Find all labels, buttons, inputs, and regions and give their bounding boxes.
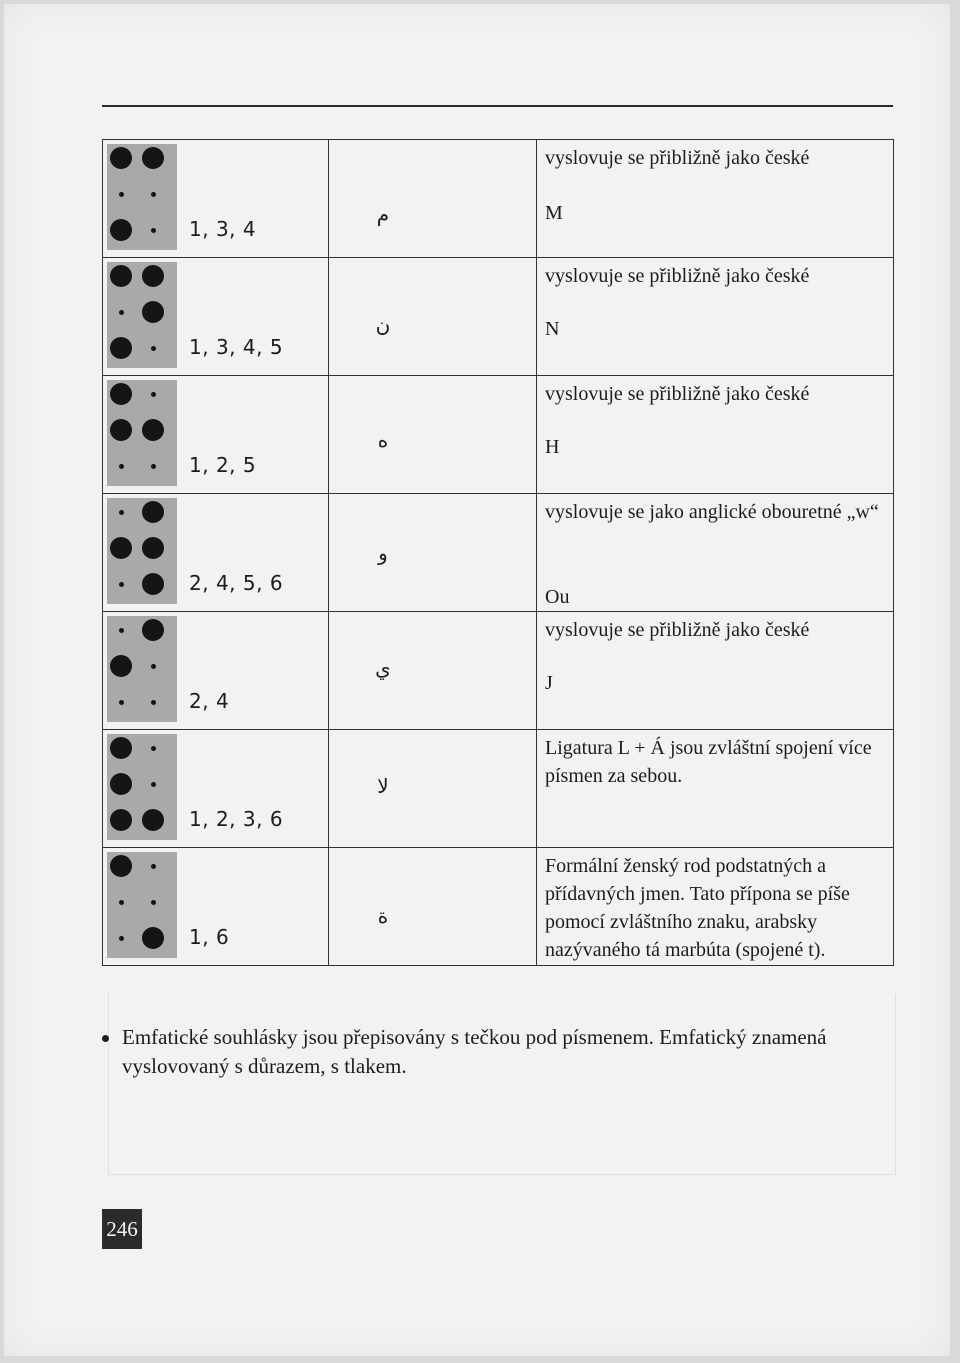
- braille-dot-flat-icon: [119, 310, 124, 315]
- dot-numbers: 1, 3, 4, 5: [189, 335, 284, 359]
- braille-dot-raised-icon: [142, 419, 164, 441]
- table-row: [103, 848, 894, 966]
- braille-dot-raised-icon: [110, 809, 132, 831]
- braille-dot-flat-icon: [151, 782, 156, 787]
- braille-dot-raised-icon: [142, 573, 164, 595]
- braille-dot-raised-icon: [142, 537, 164, 559]
- braille-dot-flat-icon: [119, 700, 124, 705]
- footnote-text: Emfatické souhlásky jsou přepisovány s tečkou pod písmenem. Emfatický znamená vyslovovaný s důrazem, s tlakem.: [122, 1025, 827, 1078]
- description-text: vyslovuje se přibližně jako české: [545, 147, 810, 169]
- table-row: [103, 730, 894, 848]
- latin-transcription: Ou: [545, 586, 570, 608]
- page-number: 246: [102, 1209, 142, 1249]
- bullet-icon: [102, 1035, 109, 1042]
- braille-dot-raised-icon: [110, 383, 132, 405]
- dot-numbers: 1, 6: [189, 925, 230, 949]
- braille-dot-raised-icon: [110, 655, 132, 677]
- braille-cell: [107, 852, 177, 958]
- latin-transcription: H: [545, 436, 560, 458]
- description-column: [537, 376, 894, 494]
- empty-column: [329, 258, 537, 376]
- arabic-letter: ه: [377, 428, 389, 452]
- description-column: [537, 258, 894, 376]
- braille-dot-raised-icon: [142, 619, 164, 641]
- braille-dot-raised-icon: [142, 147, 164, 169]
- braille-cell: [107, 498, 177, 604]
- table-row: [103, 612, 894, 730]
- table-row: [103, 258, 894, 376]
- empty-column: [329, 612, 537, 730]
- braille-dot-raised-icon: [142, 927, 164, 949]
- braille-dot-raised-icon: [110, 337, 132, 359]
- arabic-letter: لا: [377, 774, 389, 798]
- braille-dot-raised-icon: [110, 773, 132, 795]
- table-row: [103, 494, 894, 612]
- dot-numbers: 2, 4, 5, 6: [189, 571, 284, 595]
- braille-dot-flat-icon: [119, 582, 124, 587]
- braille-dot-flat-icon: [119, 464, 124, 469]
- arabic-letter: ة: [377, 904, 389, 928]
- braille-dot-flat-icon: [151, 392, 156, 397]
- braille-cell: [107, 616, 177, 722]
- arabic-letter: ن: [375, 313, 391, 337]
- description-text: Formální ženský rod podstatných a přídavných jmen. Tato přípona se píše pomocí zvláštního znaku, arabsky nazývaného tá marbúta (spojené t).: [545, 855, 850, 961]
- braille-cell: [107, 734, 177, 840]
- latin-transcription: J: [545, 672, 553, 694]
- braille-dot-flat-icon: [151, 346, 156, 351]
- empty-column: [329, 494, 537, 612]
- braille-dot-flat-icon: [151, 700, 156, 705]
- braille-dot-raised-icon: [142, 809, 164, 831]
- braille-dot-flat-icon: [119, 628, 124, 633]
- braille-dot-raised-icon: [110, 855, 132, 877]
- description-text: vyslovuje se přibližně jako české: [545, 265, 810, 287]
- braille-dot-raised-icon: [110, 537, 132, 559]
- description-column: [537, 848, 894, 966]
- header-rule: [102, 105, 893, 107]
- bleed-through-table: [108, 994, 896, 1175]
- dot-numbers: 1, 3, 4: [189, 217, 257, 241]
- empty-column: [329, 848, 537, 966]
- braille-dot-raised-icon: [142, 301, 164, 323]
- description-column: [537, 612, 894, 730]
- braille-cell: [107, 380, 177, 486]
- braille-cell-column: [103, 140, 390, 258]
- description-text: Ligatura L + Á jsou zvláštní spojení více písmen za sebou.: [545, 737, 872, 787]
- braille-dot-raised-icon: [142, 265, 164, 287]
- braille-cell: [107, 144, 177, 250]
- braille-dot-flat-icon: [119, 510, 124, 515]
- braille-dot-flat-icon: [119, 900, 124, 905]
- braille-cell-column: [103, 730, 389, 848]
- empty-column: [329, 730, 537, 848]
- table-row: [103, 376, 894, 494]
- braille-dot-flat-icon: [119, 192, 124, 197]
- arabic-letter: ي: [375, 656, 391, 680]
- braille-cell-column: [103, 612, 391, 730]
- braille-dot-flat-icon: [151, 464, 156, 469]
- dot-numbers: 1, 2, 3, 6: [189, 807, 284, 831]
- description-text: vyslovuje se přibližně jako české: [545, 383, 810, 405]
- braille-dot-raised-icon: [110, 419, 132, 441]
- braille-dot-flat-icon: [151, 900, 156, 905]
- braille-dot-flat-icon: [119, 936, 124, 941]
- footnote: [102, 1023, 902, 1081]
- empty-column: [329, 140, 537, 258]
- braille-dot-flat-icon: [151, 864, 156, 869]
- latin-transcription: N: [545, 318, 560, 340]
- empty-column: [329, 376, 537, 494]
- book-page: [4, 4, 950, 1356]
- description-column: [537, 730, 894, 848]
- braille-cell-column: [103, 848, 389, 966]
- braille-dot-flat-icon: [151, 192, 156, 197]
- braille-dot-raised-icon: [142, 501, 164, 523]
- braille-dot-flat-icon: [151, 664, 156, 669]
- description-text: vyslovuje se jako anglické obouretné „w“: [545, 501, 879, 523]
- table-row: [103, 140, 894, 258]
- description-column: [537, 494, 894, 612]
- braille-dot-raised-icon: [110, 737, 132, 759]
- braille-dot-raised-icon: [110, 147, 132, 169]
- braille-dot-raised-icon: [110, 219, 132, 241]
- description-text: vyslovuje se přibližně jako české: [545, 619, 810, 641]
- braille-cell-column: [103, 494, 388, 612]
- arabic-letter: و: [378, 541, 388, 565]
- dot-numbers: 1, 2, 5: [189, 453, 257, 477]
- description-column: [537, 140, 894, 258]
- braille-cell-column: [103, 376, 389, 494]
- latin-transcription: M: [545, 202, 563, 224]
- braille-dot-flat-icon: [151, 746, 156, 751]
- braille-cell-column: [103, 258, 391, 376]
- braille-cell: [107, 262, 177, 368]
- braille-dot-flat-icon: [151, 228, 156, 233]
- arabic-letter: م: [376, 202, 390, 226]
- braille-dot-raised-icon: [110, 265, 132, 287]
- dot-numbers: 2, 4: [189, 689, 230, 713]
- braille-table: [102, 139, 894, 966]
